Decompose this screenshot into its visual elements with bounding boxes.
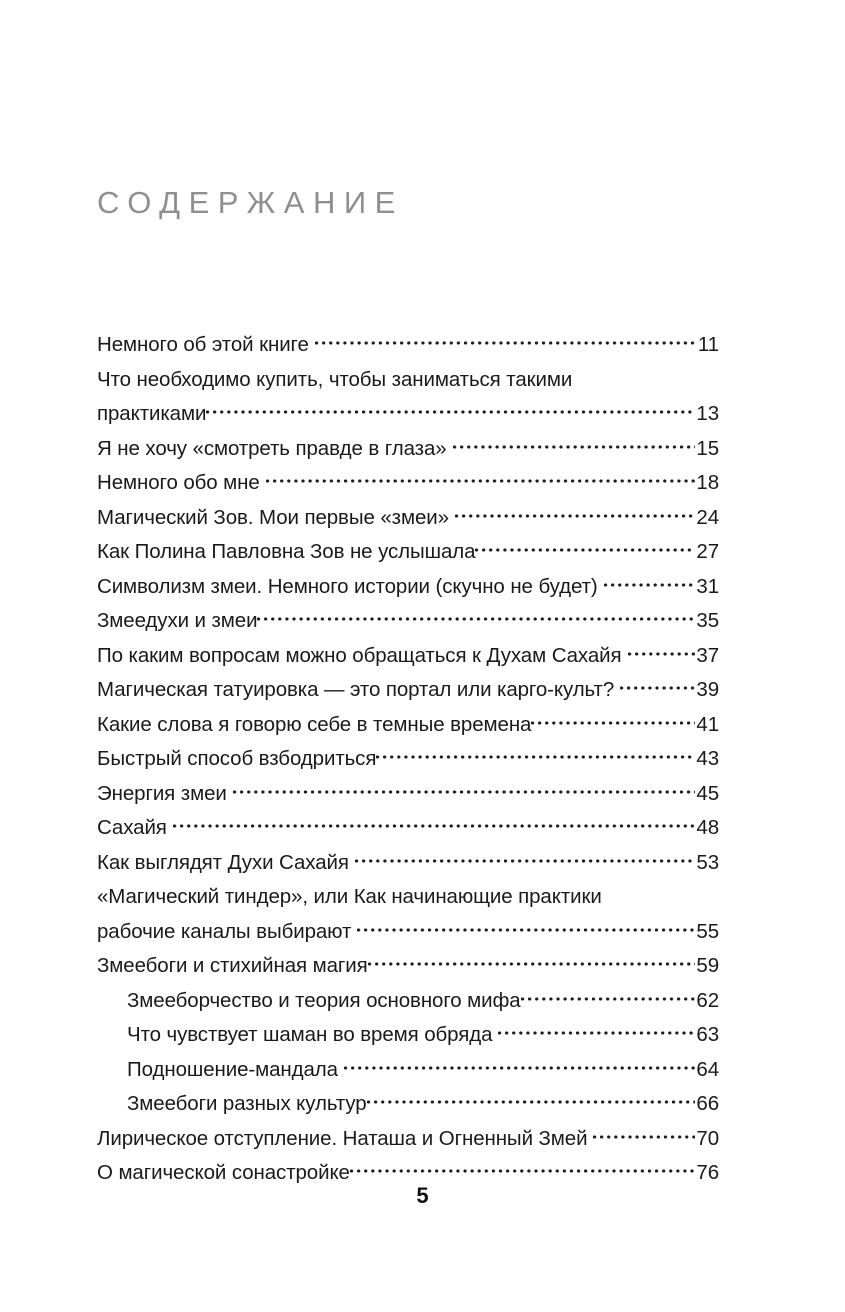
toc-entry-page-number: 59: [696, 954, 719, 977]
toc-dot-leader: [521, 989, 696, 1009]
toc-entry-title: Лирическое отступление. Наташа и Огненный Змей: [97, 1126, 588, 1150]
toc-dot-leader: [233, 782, 696, 802]
toc-dot-leader: [368, 954, 696, 974]
toc-entry-line: [97, 782, 719, 805]
toc-entry[interactable]: [97, 506, 719, 529]
toc-entry-page-number: 53: [696, 850, 719, 874]
toc-entry-line: [97, 402, 719, 425]
toc-list: [97, 333, 719, 1196]
toc-entry-page-number: 64: [696, 1057, 719, 1081]
toc-dot-leader: [376, 747, 695, 767]
toc-dot-leader: [453, 437, 696, 457]
toc-entry-line: [97, 1161, 719, 1184]
toc-entry-title: О магической сонастройке: [97, 1161, 350, 1184]
toc-dot-leader: [498, 1023, 695, 1043]
toc-entry[interactable]: [97, 437, 719, 460]
toc-entry-line: [97, 816, 719, 839]
toc-entry[interactable]: [97, 368, 719, 426]
toc-entry-title: Я не хочу «смотреть правде в глаза»: [97, 436, 447, 460]
toc-entry[interactable]: [97, 1127, 719, 1150]
toc-entry-page-number: 48: [696, 816, 719, 839]
toc-entry-page-number: 27: [696, 540, 719, 563]
toc-entry-title: Какие слова я говорю себе в темные времена: [97, 712, 532, 736]
toc-entry-page-number: 35: [696, 609, 719, 632]
toc-entry-page-number: 24: [696, 505, 719, 529]
toc-entry-title: Как Полина Павловна Зов не услышала: [97, 540, 476, 563]
toc-entry[interactable]: [97, 1058, 719, 1081]
toc-entry[interactable]: [97, 885, 719, 943]
toc-entry[interactable]: [97, 851, 719, 874]
toc-dot-leader: [367, 1092, 696, 1112]
toc-entry-title: Немного обо мне: [97, 471, 260, 494]
toc-entry[interactable]: [97, 540, 719, 563]
toc-entry[interactable]: [97, 678, 719, 701]
toc-entry-line: [97, 954, 719, 977]
toc-entry-page-number: 55: [696, 919, 719, 943]
toc-entry-page-number: 70: [696, 1126, 719, 1150]
toc-entry-line: [97, 506, 719, 529]
toc-entry[interactable]: [97, 575, 719, 598]
toc-entry-page-number: 41: [696, 712, 719, 736]
toc-entry-title: практиками: [97, 402, 207, 425]
toc-dot-leader: [628, 644, 696, 664]
toc-entry-title: Змеебоги и стихийная магия: [97, 954, 368, 977]
toc-entry[interactable]: [97, 644, 719, 667]
toc-entry-title: Энергия змеи: [97, 781, 227, 805]
toc-entry-page-number: 15: [696, 436, 719, 460]
toc-entry-page-number: 31: [696, 574, 719, 598]
toc-entry-title: Немного об этой книге: [97, 333, 309, 356]
toc-entry[interactable]: [97, 1161, 719, 1184]
toc-entry-page-number: 62: [696, 988, 719, 1012]
toc-entry-line: [127, 989, 719, 1012]
toc-dot-leader: [350, 1161, 696, 1181]
toc-entry-line: [97, 609, 719, 632]
toc-entry-line: [97, 575, 719, 598]
toc-entry-title: «Магический тиндер», или Как начинающие практики: [97, 885, 602, 908]
toc-entry-line: [97, 851, 719, 874]
toc-entry-page-number: 43: [696, 747, 719, 770]
toc-entry-title: По каким вопросам можно обращаться к Духам Сахайя: [97, 643, 622, 667]
toc-entry[interactable]: [97, 816, 719, 839]
toc-entry[interactable]: [97, 471, 719, 494]
toc-entry[interactable]: [97, 782, 719, 805]
toc-dot-leader: [455, 506, 695, 526]
toc-entry-line: [97, 471, 719, 494]
toc-entry-title: Змеебоги разных культур: [127, 1092, 367, 1115]
toc-dot-leader: [315, 333, 697, 353]
toc-entry-page-number: 13: [696, 402, 719, 425]
toc-entry-line: [127, 1023, 719, 1046]
toc-entry-title: Что чувствует шаман во время обряда: [127, 1023, 493, 1046]
toc-entry-line: [97, 644, 719, 667]
toc-entry-title: Змеедухи и змеи: [97, 609, 258, 632]
toc-entry[interactable]: [97, 1023, 719, 1046]
toc-entry-page-number: 66: [696, 1092, 719, 1115]
toc-entry-page-number: 18: [696, 471, 719, 494]
toc-entry-title: Магический Зов. Мои первые «змеи»: [97, 505, 449, 529]
page-number: 5: [416, 1183, 429, 1208]
toc-entry-line: [97, 437, 719, 460]
toc-entry-title: Как выглядят Духи Сахайя: [97, 850, 349, 874]
toc-entry-title: Что необходимо купить, чтобы заниматься такими: [97, 367, 573, 391]
toc-entry[interactable]: [97, 333, 719, 356]
toc-entry-title: Подношение-мандала: [127, 1057, 338, 1081]
toc-entry-page-number: 11: [697, 333, 719, 356]
toc-entry-title: рабочие каналы выбирают: [97, 919, 352, 943]
toc-entry-title: Змееборчество и теория основного мифа: [127, 988, 521, 1012]
toc-entry-line: [97, 540, 719, 563]
toc-dot-leader: [266, 471, 696, 491]
toc-dot-leader: [206, 402, 695, 422]
toc-entry-page-number: 37: [696, 643, 719, 667]
toc-entry[interactable]: [97, 989, 719, 1012]
toc-entry-line: [97, 678, 719, 701]
toc-entry-page-number: 39: [696, 678, 719, 701]
toc-dot-leader: [475, 540, 695, 560]
toc-dot-leader: [357, 920, 695, 940]
page-title: СОДЕРЖАНИЕ: [97, 184, 404, 220]
toc-dot-leader: [593, 1127, 695, 1147]
toc-entry[interactable]: [97, 713, 719, 736]
toc-dot-leader: [620, 678, 695, 698]
toc-entry[interactable]: [97, 747, 719, 770]
toc-entry[interactable]: [97, 954, 719, 977]
toc-dot-leader: [355, 851, 696, 871]
toc-dot-leader: [173, 816, 696, 836]
toc-entry-line-wrapped: [97, 885, 719, 908]
toc-entry-title: Символизм змеи. Немного истории (скучно не будет): [97, 574, 598, 598]
toc-dot-leader: [344, 1058, 695, 1078]
toc-entry-title: Магическая татуировка — это портал или карго-культ?: [97, 678, 615, 701]
toc-entry-title: Сахайя: [97, 816, 167, 839]
toc-entry-line: [97, 333, 719, 356]
toc-entry-line-wrapped: [97, 368, 719, 391]
toc-entry-page-number: 76: [696, 1161, 719, 1184]
toc-dot-leader: [257, 609, 695, 629]
toc-entry-line: [97, 1127, 719, 1150]
toc-entry-line: [97, 713, 719, 736]
toc-entry-page-number: 45: [696, 781, 719, 805]
toc-entry-page-number: 63: [696, 1023, 719, 1046]
toc-entry[interactable]: [97, 1092, 719, 1115]
toc-entry-line: [127, 1092, 719, 1115]
toc-entry-line: [97, 920, 719, 943]
toc-entry-line: [97, 747, 719, 770]
toc-entry-title: Быстрый способ взбодриться: [97, 747, 377, 770]
toc-dot-leader: [531, 713, 695, 733]
toc-dot-leader: [604, 575, 696, 595]
toc-entry-line: [127, 1058, 719, 1081]
toc-entry[interactable]: [97, 609, 719, 632]
